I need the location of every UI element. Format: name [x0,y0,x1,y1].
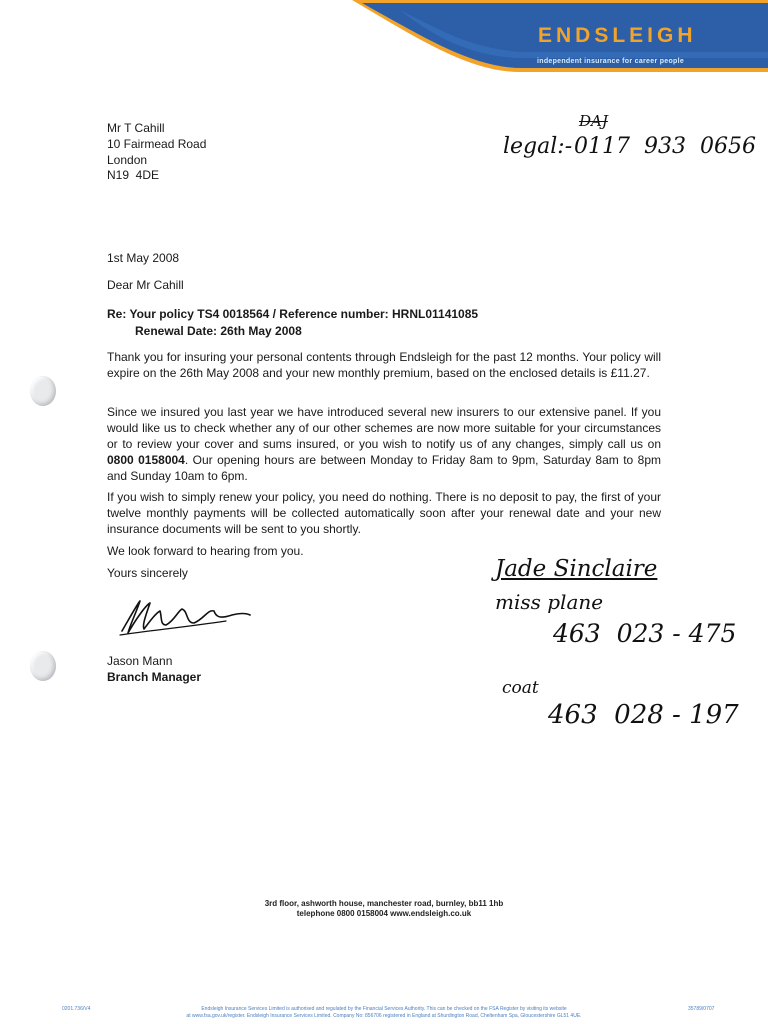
signer-name: Jason Mann [107,654,173,668]
paragraph-premium: Thank you for insuring your personal contents through Endsleigh for the past 12 months. Your policy will expire on the 26th May 2008 and your new monthly premium, based on the enclosed details is £11.27. [107,350,661,380]
recipient-name: Mr T Cahill [107,121,165,135]
recipient-street: 10 Fairmead Road [107,137,207,151]
signature-image [116,595,256,640]
handwritten-legal-number: 0117 933 0656 [574,134,756,159]
punch-hole-top [30,376,56,406]
brand-tagline: independent insurance for career people [537,58,685,65]
handwritten-number-2: 463 028 - 197 [548,700,739,730]
recipient-postcode: N19 4DE [107,168,160,182]
signer-title: Branch Manager [107,670,202,684]
footer-legal-line-2: at www.fsa.gov.uk/register. Endsleigh Insurance Services Limited. Company No: 856706 registered in England at Shurdington Road, Cheltenham Spa, Gloucestershire GL51 4UE. [186,1013,582,1019]
punch-hole-bottom [30,651,56,681]
recipient-city: London [107,153,148,167]
closing-line: We look forward to hearing from you. [107,544,304,558]
handwritten-name: Jade Sinclaire [495,556,658,582]
footer-legal-line-1: Endsleigh Insurance Services Limited is authorised and regulated by the Financial Services Authority. This can be checked on the FSA Register by visiting its website [201,1006,567,1012]
renewal-date-line: Renewal Date: 26th May 2008 [135,324,302,338]
paragraph-insurers-text-b: . Our opening hours are between Monday to Friday 8am to 9pm, Saturday 8am to 8pm and Sunday 10am to 6pm. [107,453,661,483]
footer-telephone: telephone 0800 0158004 www.endsleigh.co.uk [296,909,472,918]
footer-right-code: 35789/0707 [688,1006,715,1012]
handwritten-note: miss plane [495,590,604,614]
paragraph-insurers [107,404,661,484]
re-line: Re: Your policy TS4 0018564 / Reference number: HRNL01141085 [107,307,479,321]
handwritten-legal-label: legal:- [503,134,573,159]
paragraph-insurers-text-a: Since we insured you last year we have introduced several new insurers to our extensive panel. If you would like us to check whether any of our other schemes are now more suitable for your circumstances or to review your cover and sums insured, or you wish to notify us of any changes, simply call us on [107,405,661,451]
salutation: Dear Mr Cahill [107,278,184,292]
handwritten-label-2: coat [502,678,539,698]
sign-off: Yours sincerely [107,566,188,580]
paragraph-renewal: If you wish to simply renew your policy, you need do nothing. There is no deposit to pay, the first of your twelve monthly payments will be collected automatically soon after your renewal date and your new insurance documents will be sent to you shortly. [107,490,661,536]
handwritten-number-1: 463 023 - 475 [553,619,737,648]
letter-date: 1st May 2008 [107,251,180,265]
phone-number: 0800 0158004 [107,453,185,467]
footer-left-code: 0201.736/V4 [62,1006,91,1012]
brand-logo: ENDSLEIGH [538,24,697,47]
handwritten-struck-note: DAJ [579,112,608,130]
footer-address: 3rd floor, ashworth house, manchester road, burnley, bb11 1hb [264,899,504,908]
